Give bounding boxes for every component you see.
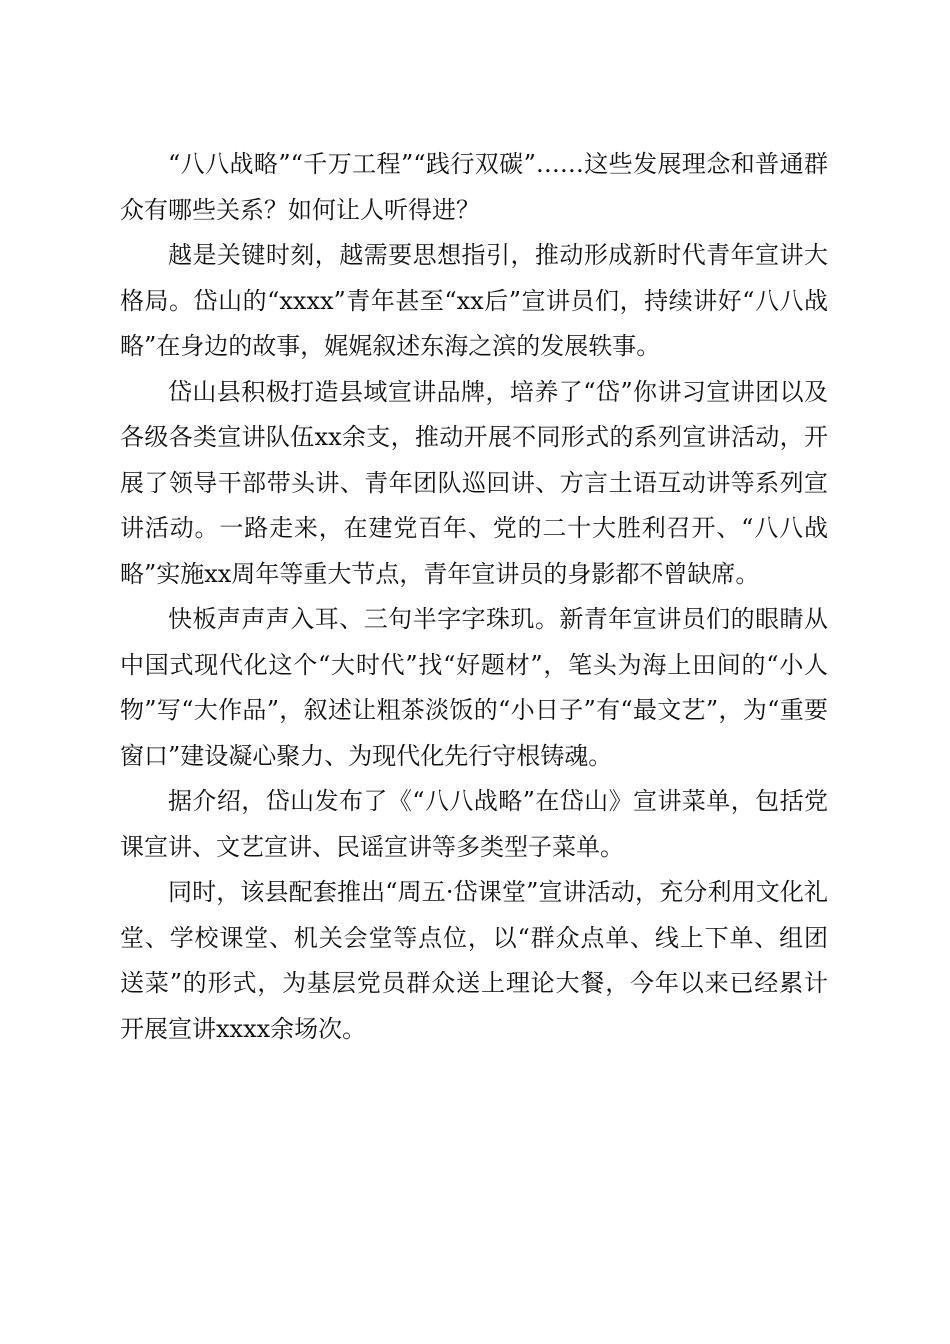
paragraph-3: 岱山县积极打造县域宣讲品牌，培养了“岱”你讲习宣讲团以及各级各类宣讲队伍xx余支，推动开展不同形式的系列宣讲活动，开展了领导干部带头讲、青年团队巡回讲、方言土语互动讲等系列宣讲活动。一路走来，在建党百年、党的二十大胜利召开、“八八战略”实施xx周年等重大节点，青年宣讲员的身影都不曾缺席。 bbox=[120, 377, 828, 588]
document-body bbox=[120, 142, 828, 1052]
paragraph-2: 越是关键时刻，越需要思想指引，推动形成新时代青年宣讲大格局。岱山的“xxxx”青年甚至“xx后”宣讲员们，持续讲好“八八战略”在身边的故事，娓娓叙述东海之滨的发展轶事。 bbox=[120, 241, 828, 360]
paragraph-5: 据介绍，岱山发布了《“八八战略”在岱山》宣讲菜单，包括党课宣讲、文艺宣讲、民谣宣讲等多类型子菜单。 bbox=[120, 787, 828, 861]
paragraph-6: 同时，该县配套推出“周五·岱课堂”宣讲活动，充分利用文化礼堂、学校课堂、机关会堂等点位，以“群众点单、线上下单、组团送菜”的形式，为基层党员群众送上理论大餐，今年以来已经累计开展宣讲xxxx余场次。 bbox=[120, 878, 828, 1043]
paragraph-4: 快板声声声入耳、三句半字字珠玑。新青年宣讲员们的眼睛从中国式现代化这个“大时代”找“好题材”，笔头为海上田间的“小人物”写“大作品”，叙述让粗茶淡饭的“小日子”有“最文艺”，为“重要窗口”建设凝心聚力、为现代化先行守根铸魂。 bbox=[120, 605, 828, 770]
paragraph-1: “八八战略”“千万工程”“践行双碳”……这些发展理念和普通群众有哪些关系？如何让人听得进？ bbox=[120, 150, 828, 224]
